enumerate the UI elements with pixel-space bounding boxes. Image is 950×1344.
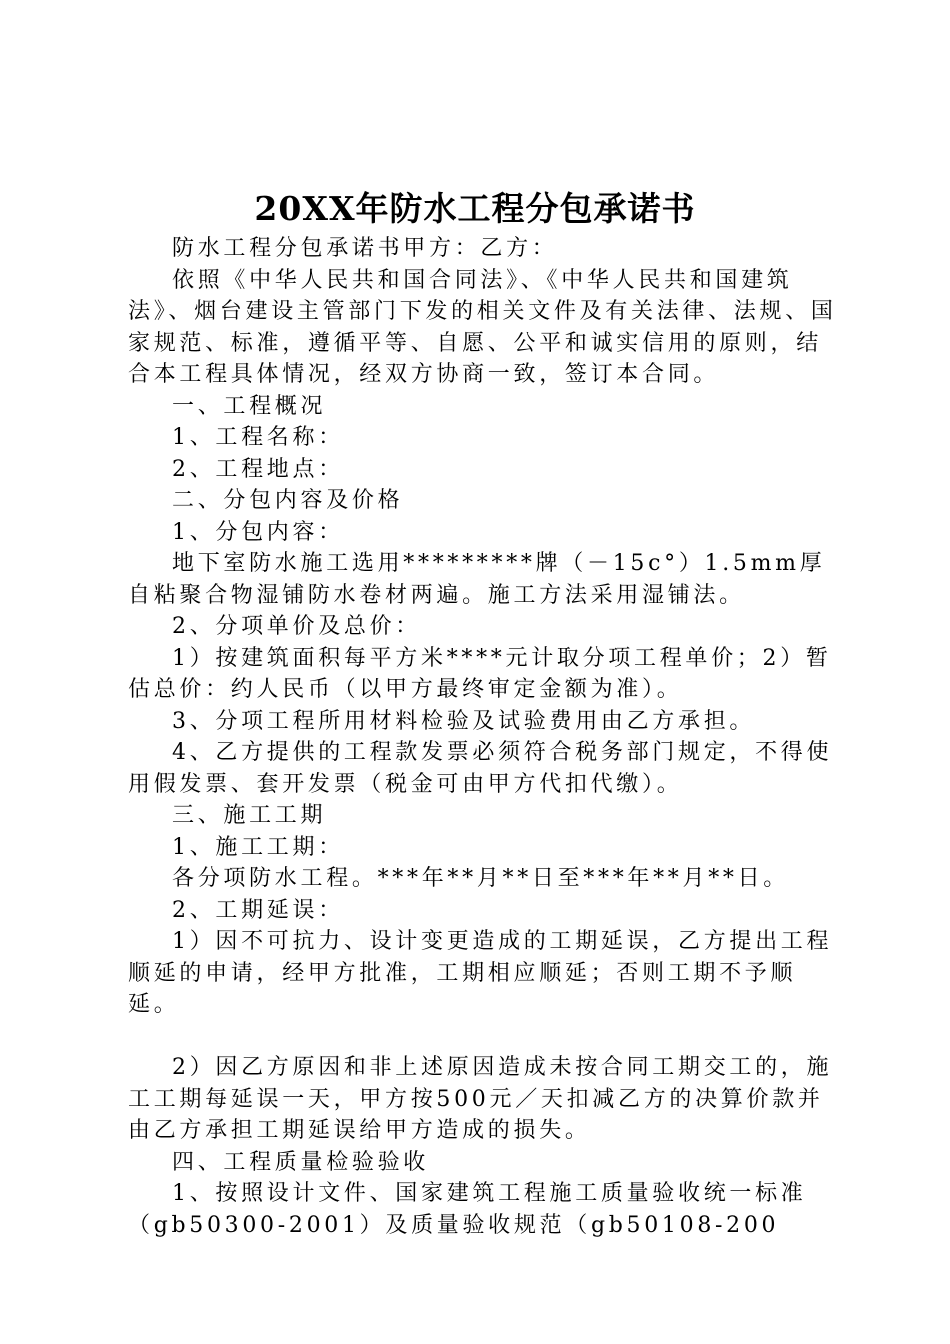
paragraph-price-label: 2、分项单价及总价： bbox=[172, 614, 421, 639]
paragraph-schedule-detail: 各分项防水工程。***年**月**日至***年**月**日。 bbox=[172, 866, 790, 891]
paragraph-price-detail: 1）按建筑面积每平方米****元计取分项工程单价；2）暂估总价：约人民币（以甲方最终审定金额为准）。 bbox=[128, 645, 832, 702]
heading-subcontract-content: 二、分包内容及价格 bbox=[172, 488, 404, 513]
paragraph-content-detail: 地下室防水施工选用*********牌（－15c°）1.5mm厚自粘聚合物湿铺防水卷材两遍。施工方法采用湿铺法。 bbox=[128, 551, 826, 608]
paragraph-quality-standard: 1、按照设计文件、国家建筑工程施工质量验收统一标准（gb50300-2001）及质量验收规范（gb50108-200 bbox=[128, 1181, 807, 1238]
paragraph-basis: 依照《中华人民共和国合同法》、《中华人民共和国建筑法》、烟台建设主管部门下发的相关文件及有关法律、法规、国家规范、标准，遵循平等、自愿、公平和诚实信用的原则，结合本工程具体情况，经双方协商一致，签订本合同。 bbox=[128, 267, 837, 387]
heading-project-overview: 一、工程概况 bbox=[172, 393, 327, 419]
document-title: 20XX年防水工程分包承诺书 bbox=[254, 189, 696, 228]
paragraph-delay-force-majeure: 1）因不可抗力、设计变更造成的工期延误，乙方提出工程顺延的申请，经甲方批准，工期相应顺延；否则工期不予顺延。 bbox=[128, 929, 833, 1017]
paragraph-material-test: 3、分项工程所用材料检验及试验费用由乙方承担。 bbox=[172, 708, 756, 734]
paragraph-project-location: 2、工程地点： bbox=[172, 456, 344, 482]
paragraph-schedule-label: 1、施工工期： bbox=[172, 834, 344, 860]
document-body bbox=[128, 233, 840, 1241]
paragraph-project-name: 1、工程名称： bbox=[172, 425, 344, 450]
paragraph-invoice: 4、乙方提供的工程款发票必须符合税务部门规定，不得使用假发票、套开发票（税金可由甲方代扣代缴）。 bbox=[128, 740, 833, 797]
paragraph-delay-penalty: 2）因乙方原因和非上述原因造成未按合同工期交工的，施工工期每延误一天，甲方按500元／天扣减乙方的决算价款并由乙方承担工期延误给甲方造成的损失。 bbox=[128, 1055, 833, 1143]
paragraph-content-label: 1、分包内容： bbox=[172, 519, 344, 545]
heading-schedule: 三、施工工期 bbox=[172, 803, 327, 828]
heading-quality-inspection: 四、工程质量检验验收 bbox=[172, 1149, 430, 1175]
paragraph-parties: 防水工程分包承诺书甲方：乙方： bbox=[172, 236, 558, 261]
paragraph-delay-label: 2、工期延误： bbox=[172, 897, 344, 923]
blank-line bbox=[128, 1021, 840, 1053]
